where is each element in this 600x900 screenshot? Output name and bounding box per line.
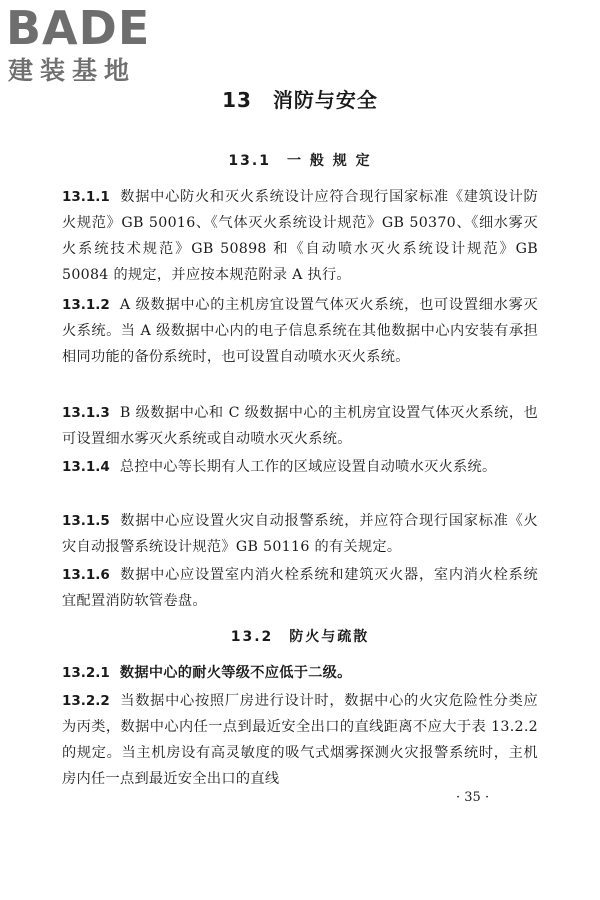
clause-number: 13.1.5	[62, 513, 110, 529]
section-title: 13.2 防火与疏散	[230, 629, 370, 645]
clause	[62, 184, 538, 288]
clause-text: 当数据中心按照厂房进行设计时，数据中心的火灾危险性分类应为丙类，数据中心内任一点到最近安全出口的直线距离不应大于表 13.2.2 的规定。当主机房设有高灵敏度的吸气式烟雾探测火灾报警系统时，主机房内任一点到最近安全出口的直线	[62, 693, 538, 787]
page-number: · 35 ·	[456, 790, 490, 805]
clause	[62, 660, 538, 686]
clause	[62, 562, 538, 614]
clause	[62, 508, 538, 560]
section-title: 13.1 一 般 规 定	[228, 153, 372, 169]
clause-number: 13.2.2	[62, 693, 110, 709]
clause	[62, 454, 538, 480]
clause-number: 13.2.1	[62, 665, 110, 681]
clause	[62, 292, 538, 370]
clause-text: 数据中心应设置火灾自动报警系统，并应符合现行国家标准《火灾自动报警系统设计规范》GB 50116 的有关规定。	[62, 513, 538, 555]
clause-number: 13.1.1	[62, 189, 110, 205]
clause	[62, 688, 538, 792]
clause-text: 数据中心防火和灭火系统设计应符合现行国家标准《建筑设计防火规范》GB 50016、《气体灭火系统设计规范》GB 50370、《细水雾灭火系统技术规范》GB 50898 和《自动喷水灭火系统设计规范》GB 50084 的规定，并应按本规范附录 A 执行。	[62, 189, 538, 283]
clause-text: 数据中心应设置室内消火栓系统和建筑灭火器，室内消火栓系统宜配置消防软管卷盘。	[62, 567, 538, 609]
clause-text: A 级数据中心的主机房宜设置气体灭火系统，也可设置细水雾灭火系统。当 A 级数据中心内的电子信息系统在其他数据中心内安装有承担相同功能的备份系统时，也可设置自动喷水灭火系统。	[62, 297, 538, 365]
clause-text: B 级数据中心和 C 级数据中心的主机房宜设置气体灭火系统，也可设置细水雾灭火系统或自动喷水灭火系统。	[62, 405, 538, 447]
clause-number: 13.1.6	[62, 567, 110, 583]
clause-number: 13.1.4	[62, 459, 110, 475]
logo-brand: BADE	[6, 1, 151, 55]
clause-text: 总控中心等长期有人工作的区域应设置自动喷水灭火系统。	[119, 459, 497, 475]
clause-text: 数据中心的耐火等级不应低于二级。	[119, 665, 352, 681]
publisher-logo	[6, 1, 176, 86]
clause	[62, 400, 538, 452]
clause-number: 13.1.3	[62, 405, 110, 421]
logo-subtitle: 建装基地	[8, 56, 137, 85]
clause-number: 13.1.2	[62, 297, 110, 313]
chapter-title: 13 消防与安全	[222, 88, 378, 112]
